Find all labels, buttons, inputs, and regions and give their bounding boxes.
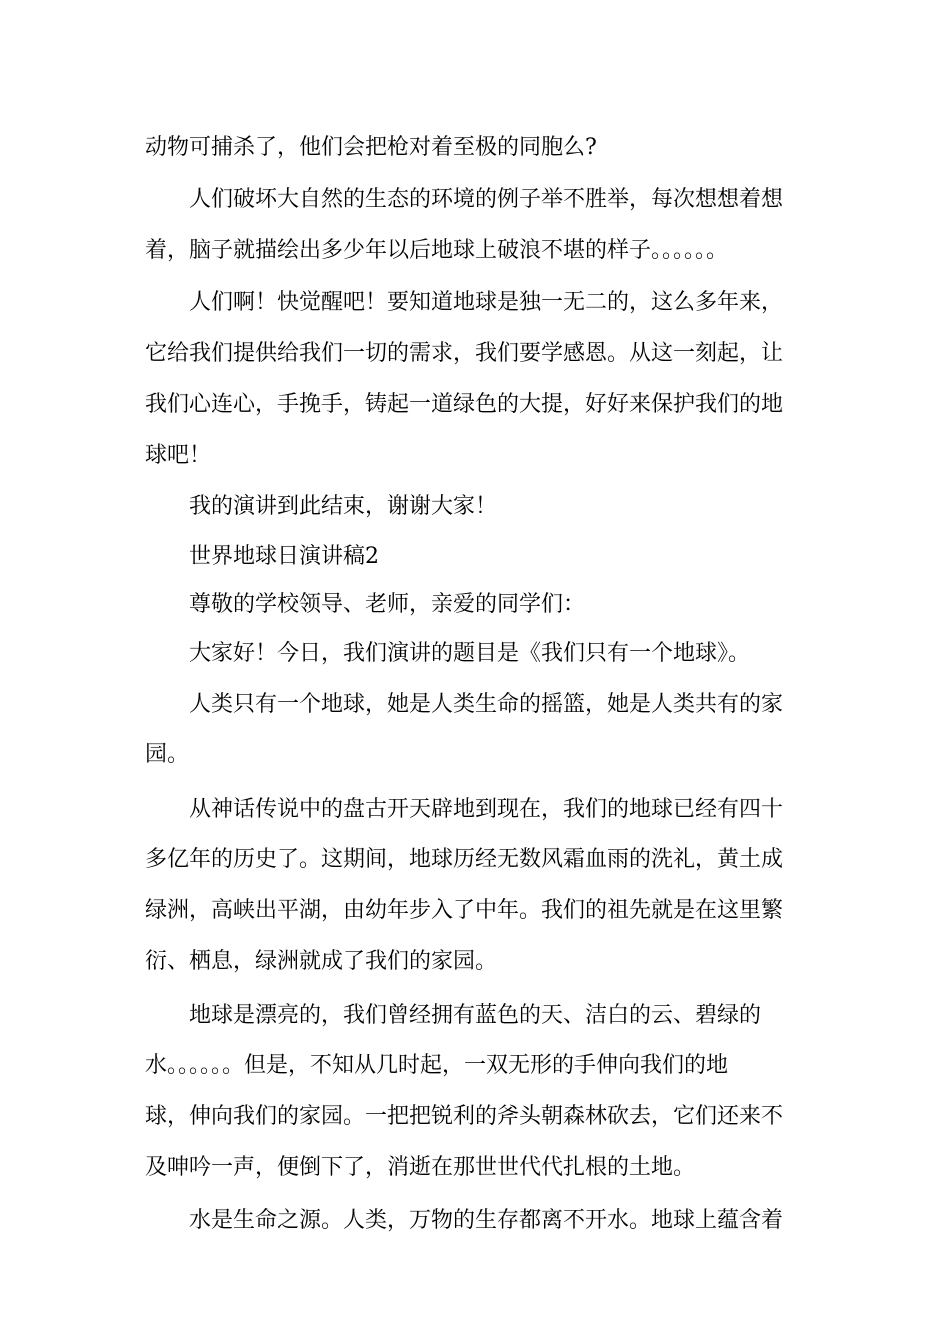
text-line: 及呻吟一声，便倒下了，消逝在那世世代代扎根的土地。 [145, 1155, 696, 1180]
text-line: 人们破坏大自然的生态的环境的例子举不胜举，每次想想着想 [189, 187, 784, 212]
text-line: 着，脑子就描绘出多少年以后地球上破浪不堪的样子。。。。。。 [145, 238, 729, 263]
text-line: 我们心连心，手挽手，铸起一道绿色的大提，好好来保护我们的地 [145, 392, 784, 417]
text-line: 它给我们提供给我们一切的需求，我们要学感恩。从这一刻起，让 [145, 341, 784, 366]
text-line: 球，伸向我们的家园。一把把锐利的斧头朝森林砍去，它们还来不 [145, 1104, 784, 1129]
text-line: 绿洲，高峡出平湖，由幼年步入了中年。我们的祖先就是在这里繁 [145, 898, 784, 923]
section-heading: 世界地球日演讲稿2 [189, 544, 379, 569]
text-line: 我的演讲到此结束，谢谢大家！ [189, 494, 498, 519]
text-line: 动物可捕杀了，他们会把枪对着至极的同胞么? [145, 135, 597, 160]
text-line: 从神话传说中的盘古开天辟地到现在，我们的地球已经有四十 [189, 797, 784, 822]
text-line: 园。 [145, 742, 190, 767]
text-line: 人类只有一个地球，她是人类生命的摇篮，她是人类共有的家 [189, 692, 784, 717]
text-line: 大家好！今日，我们演讲的题目是《我们只有一个地球》。 [189, 641, 751, 666]
text-line: 衍、栖息，绿洲就成了我们的家园。 [145, 949, 498, 974]
text-line: 尊敬的学校领导、老师，亲爱的同学们： [189, 592, 586, 617]
text-line: 球吧！ [145, 443, 212, 468]
text-line: 人们啊！快觉醒吧！要知道地球是独一无二的，这么多年来， [189, 290, 784, 315]
text-line: 地球是漂亮的，我们曾经拥有蓝色的天、洁白的云、碧绿的 [189, 1003, 762, 1028]
text-line: 水是生命之源。人类，万物的生存都离不开水。地球上蕴含着 [189, 1208, 784, 1233]
text-line: 水。。。。。。但是，不知从几时起，一双无形的手伸向我们的地 [145, 1053, 729, 1078]
text-line: 多亿年的历史了。这期间，地球历经无数风霜血雨的洗礼，黄土成 [145, 847, 784, 872]
